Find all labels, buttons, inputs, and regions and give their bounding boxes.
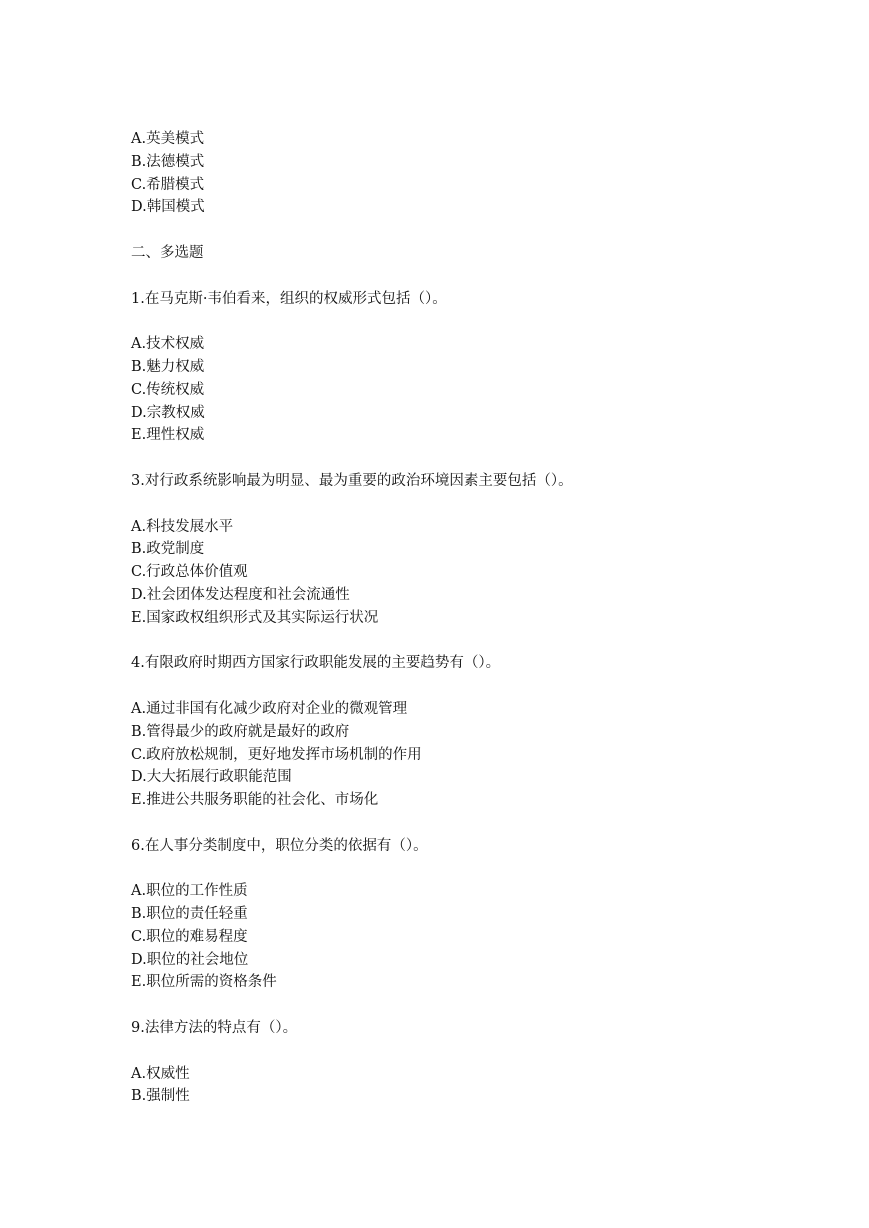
- question-6: [131, 835, 831, 995]
- option-a: A.权威性: [131, 1065, 190, 1082]
- spacer: [131, 994, 831, 1017]
- spacer: [131, 447, 831, 470]
- spacer: [131, 493, 831, 516]
- option-b: B.职位的责任轻重: [131, 906, 248, 923]
- option-a: A.英美模式: [131, 131, 205, 147]
- option-d: D.大大拓展行政职能范围: [131, 769, 292, 786]
- question-stem: 3.对行政系统影响最为明显、最为重要的政治环境因素主要包括（）。: [131, 472, 573, 489]
- question-stem: 4.有限政府时期西方国家行政职能发展的主要趋势有（）。: [131, 655, 501, 672]
- question-stem: 9.法律方法的特点有（）。: [131, 1020, 298, 1037]
- option-e: E.职位所需的资格条件: [131, 974, 277, 991]
- spacer: [131, 265, 831, 288]
- question-4: [131, 652, 831, 812]
- spacer: [131, 310, 831, 333]
- option-d: D.宗教权威: [131, 404, 205, 421]
- option-d: D.职位的社会地位: [131, 951, 249, 968]
- option-c: C.职位的难易程度: [131, 928, 248, 945]
- question-stem: 1.在马克斯·韦伯看来，组织的权威形式包括（）。: [131, 290, 447, 307]
- spacer: [131, 219, 831, 242]
- spacer: [131, 630, 831, 653]
- question-3: [131, 470, 831, 630]
- spacer: [131, 675, 831, 698]
- option-a: A.技术权威: [131, 336, 205, 353]
- option-b: B.强制性: [131, 1088, 190, 1105]
- option-b: B.管得最少的政府就是最好的政府: [131, 723, 350, 740]
- option-e: E.理性权威: [131, 427, 205, 444]
- option-a: A.职位的工作性质: [131, 883, 248, 900]
- spacer: [131, 858, 831, 881]
- option-e: E.国家政权组织形式及其实际运行状况: [131, 609, 379, 626]
- option-d: D.韩国模式: [131, 199, 205, 216]
- question-stem: 6.在人事分类制度中，职位分类的依据有（）。: [131, 837, 428, 854]
- option-e: E.推进公共服务职能的社会化、市场化: [131, 792, 379, 809]
- question-9: [131, 1017, 831, 1108]
- spacer: [131, 812, 831, 835]
- option-a: A.科技发展水平: [131, 518, 234, 535]
- option-list: [131, 128, 831, 219]
- option-a: A.通过非国有化减少政府对企业的微观管理: [131, 700, 408, 717]
- question-1: [131, 288, 831, 448]
- option-c: C.传统权威: [131, 381, 205, 398]
- option-c: C.希腊模式: [131, 176, 205, 193]
- document-page: [131, 128, 831, 1108]
- option-d: D.社会团体发达程度和社会流通性: [131, 586, 350, 603]
- option-b: B.魅力权威: [131, 358, 205, 375]
- option-c: C.行政总体价值观: [131, 564, 248, 581]
- section-heading: 二、多选题: [131, 244, 204, 261]
- option-c: C.政府放松规制，更好地发挥市场机制的作用: [131, 746, 422, 763]
- option-b: B.法德模式: [131, 153, 205, 170]
- spacer: [131, 1040, 831, 1063]
- option-b: B.政党制度: [131, 541, 205, 558]
